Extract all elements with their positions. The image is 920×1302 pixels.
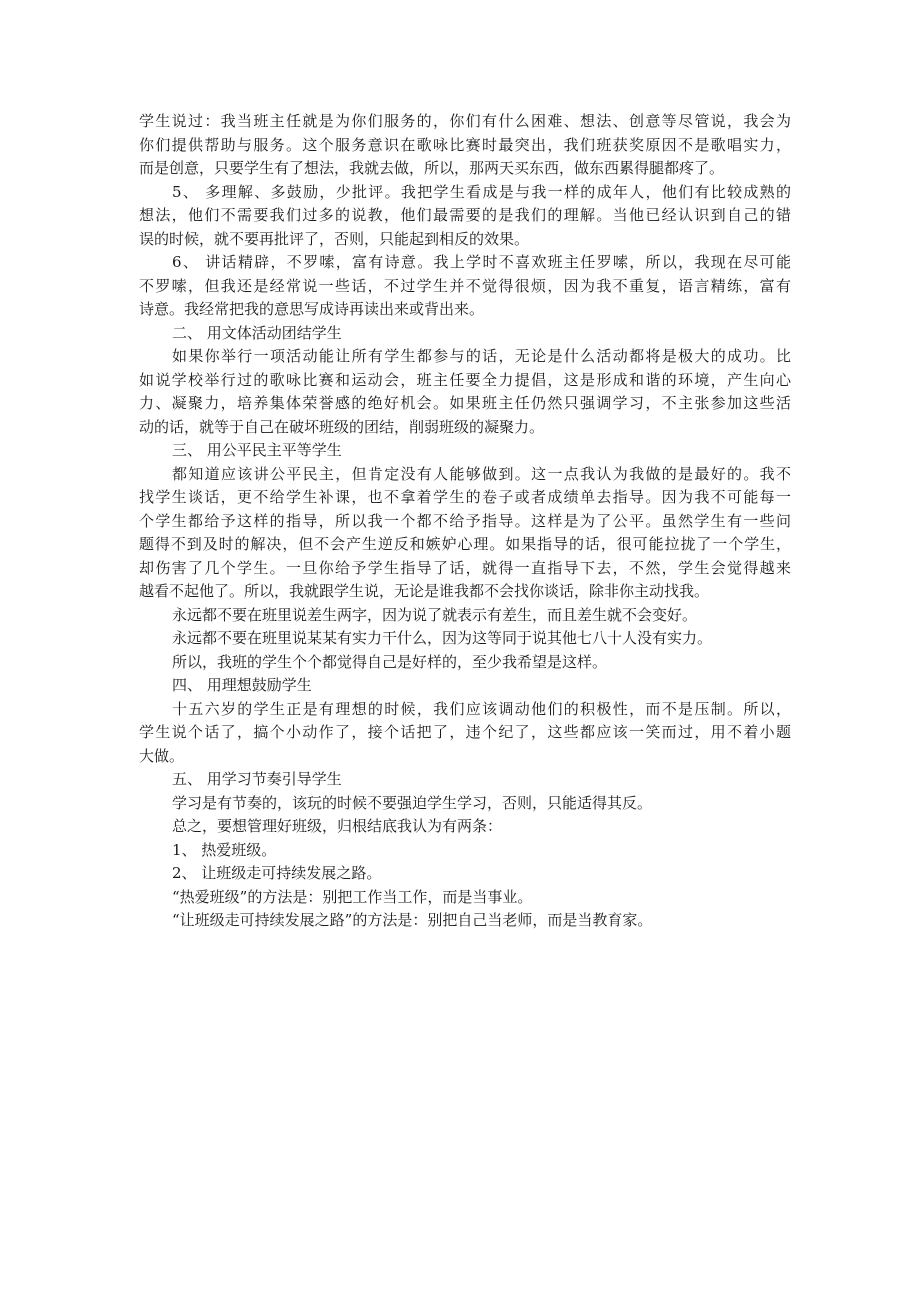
text-line: 力、凝聚力，培养集体荣誉感的绝好机会。如果班主任仍然只强调学习，不主张参加这些活 [139, 394, 791, 412]
text-line: 大做。 [139, 746, 185, 765]
paragraph [139, 862, 791, 886]
text-line: 学生说个话了，搞个小动作了，接个话把了，违个纪了，这些都应该一笑而过，用不着小题 [139, 723, 791, 741]
text-line: 1、 热爱班级。 [172, 840, 277, 859]
text-line: 十五六岁的学生正是有理想的时候，我们应该调动他们的积极性，而不是压制。所以， [172, 699, 791, 718]
text-line: 如说学校举行过的歌咏比赛和运动会，班主任要全力提倡，这是形成和谐的环境，产生向心 [139, 370, 791, 389]
text-line: 总之，要想管理好班级，归根结底我认为有两条： [172, 817, 503, 835]
text-line: 所以，我班的学生个个都觉得自己是好样的，至少我希望是这样。 [172, 652, 608, 671]
text-line: 二、 用文体活动团结学生 [172, 323, 342, 342]
text-line: 永远都不要在班里说某某有实力干什么，因为这等同于说其他七八十人没有实力。 [172, 629, 713, 647]
text-line: 2、 让班级走可持续发展之路。 [172, 864, 382, 882]
paragraph [139, 698, 791, 769]
text-line: 动的话，就等于自己在破坏班级的团结，削弱班级的凝聚力。 [139, 417, 545, 436]
text-line: 题得不到及时的解决，但不会产生逆反和嫉妒心理。如果指导的话，很可能拉拢了一个学生， [139, 535, 791, 553]
text-line: 5、 多理解、多鼓励，少批评。我把学生看成是与我一样的成年人，他们有比较成熟的 [172, 182, 791, 201]
text-line: 都知道应该讲公平民主，但肯定没有人能够做到。这一点我认为我做的是最好的。我不 [172, 464, 791, 483]
text-line: 越看不起他了。所以，我就跟学生说，无论是谁我都不会找你谈话，除非你主动找我。 [139, 582, 710, 600]
paragraph [139, 439, 791, 463]
paragraph [139, 792, 791, 816]
text-line: 不罗嗦，但我还是经常说一些话，不过学生并不觉得很烦，因为我不重复，语言精练，富有 [139, 276, 791, 295]
paragraph [139, 909, 791, 933]
text-line: 个学生都给予这样的指导，所以我一个都不给予指导。这样是为了公平。虽然学生有一些问 [139, 511, 791, 530]
paragraph [139, 651, 791, 675]
text-line: “热爱班级”的方法是：别把工作当工作，而是当事业。 [172, 887, 533, 906]
paragraph [139, 815, 791, 839]
paragraph [139, 110, 791, 181]
text-line: 误的时候，就不要再批评了，否则，只能起到相反的效果。 [139, 229, 530, 248]
text-line: 而是创意，只要学生有了想法，我就去做，所以，那两天买东西，做东西累得腿都疼了。 [139, 159, 725, 177]
document-page [139, 110, 791, 933]
paragraph [139, 604, 791, 628]
text-line: 诗意。我经常把我的意思写成诗再读出来或背出来。 [139, 300, 485, 318]
text-line: 四、 用理想鼓励学生 [172, 676, 312, 694]
text-line: 却伤害了几个学生。一旦你给予学生指导了话，就得一直指导下去，不然，学生会觉得越来 [139, 558, 791, 577]
paragraph [139, 345, 791, 439]
paragraph [139, 463, 791, 604]
text-line: 找学生谈话，更不给学生补课，也不拿着学生的卷子或者成绩单去指导。因为我不可能每一 [139, 488, 791, 506]
text-line: 三、 用公平民主平等学生 [172, 441, 342, 459]
text-line: 如果你举行一项活动能让所有学生都参与的话，无论是什么活动都将是极大的成功。比 [172, 347, 791, 365]
paragraph [139, 839, 791, 863]
paragraph [139, 322, 791, 346]
paragraph [139, 251, 791, 322]
text-line: “让班级走可持续发展之路”的方法是：别把自己当老师，而是当教育家。 [172, 911, 653, 929]
text-line: 想法，他们不需要我们过多的说教，他们最需要的是我们的理解。当他已经认识到自己的错 [139, 206, 791, 224]
text-line: 你们提供帮助与服务。这个服务意识在歌咏比赛时最突出，我们班获奖原因不是歌唱实力， [139, 135, 791, 154]
text-line: 学生说过：我当班主任就是为你们服务的，你们有什么困难、想法、创意等尽管说，我会为 [139, 112, 791, 130]
paragraph [139, 674, 791, 698]
paragraph [139, 768, 791, 792]
text-line: 学习是有节奏的，该玩的时候不要强迫学生学习，否则，只能适得其反。 [172, 793, 653, 812]
text-line: 6、 讲话精辟，不罗嗦，富有诗意。我上学时不喜欢班主任罗嗦，所以，我现在尽可能 [172, 253, 791, 271]
paragraph [139, 181, 791, 252]
paragraph [139, 627, 791, 651]
paragraph [139, 886, 791, 910]
text-line: 永远都不要在班里说差生两字，因为说了就表示有差生，而且差生就不会变好。 [172, 605, 698, 624]
text-line: 五、 用学习节奏引导学生 [172, 770, 342, 788]
